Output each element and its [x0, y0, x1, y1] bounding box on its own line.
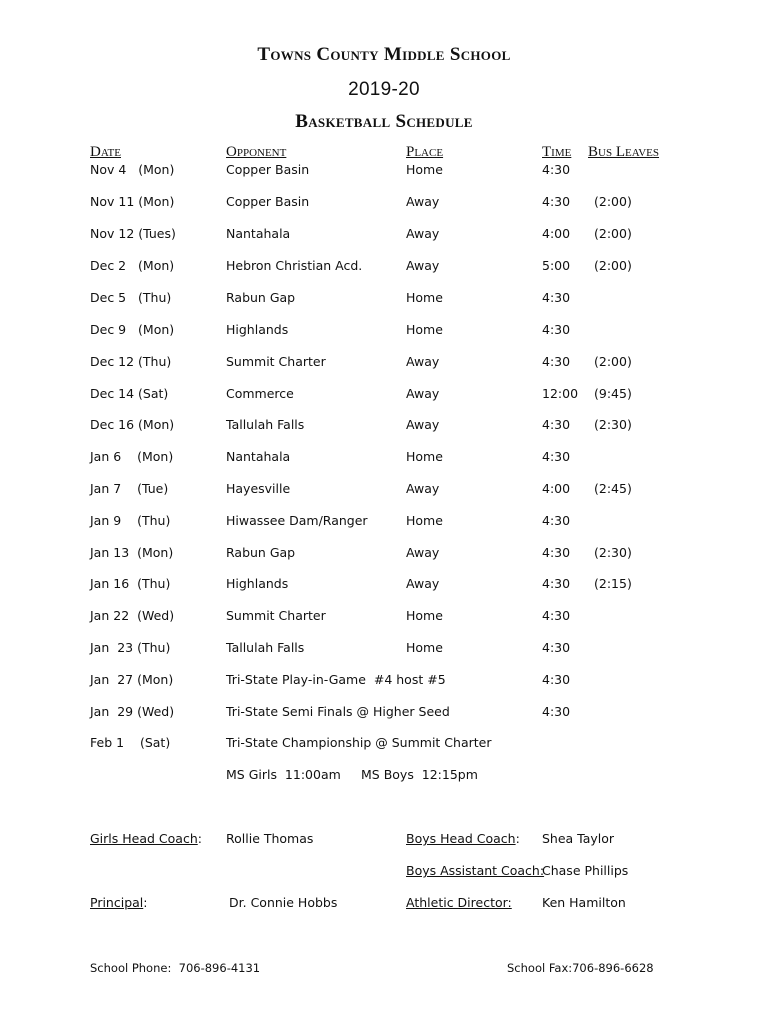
game-date: Jan 22 (Wed): [90, 608, 175, 623]
game-bus-time: (2:30): [594, 545, 632, 560]
game-bus-time: (2:00): [594, 226, 632, 241]
game-date: Jan 23 (Thu): [90, 640, 171, 655]
school-fax: School Fax:706-896-6628: [507, 961, 654, 975]
table-row: [0, 417, 768, 437]
game-time: 4:00: [542, 226, 571, 241]
principal-name: Dr. Connie Hobbs: [229, 895, 338, 910]
girls-championship-time: MS Girls 11:00am: [226, 767, 341, 782]
boys-championship-time: MS Boys 12:15pm: [361, 767, 478, 782]
column-header-opponent: Opponent: [226, 144, 287, 160]
table-row: [0, 481, 768, 501]
game-time: 4:30: [542, 672, 571, 687]
girls-head-coach-name: Rollie Thomas: [226, 831, 314, 846]
table-row: [0, 290, 768, 310]
game-place: Away: [406, 354, 440, 369]
table-row: [0, 386, 768, 406]
game-opponent: Hiwassee Dam/Ranger: [226, 513, 368, 528]
game-place: Home: [406, 162, 443, 177]
column-header-bus-leaves: Bus Leaves: [588, 144, 660, 160]
game-date: Jan 27 (Mon): [90, 672, 174, 687]
school-year: 2019-20: [348, 79, 420, 100]
schedule-title: Basketball Schedule: [295, 111, 473, 132]
game-place: Away: [406, 226, 440, 241]
game-date: Dec 12 (Thu): [90, 354, 172, 369]
game-date: Jan 29 (Wed): [90, 704, 175, 719]
game-bus-time: (9:45): [594, 386, 632, 401]
game-opponent: Hayesville: [226, 481, 291, 496]
game-date: Dec 9 (Mon): [90, 322, 175, 337]
table-row: [0, 608, 768, 628]
game-time: 5:00: [542, 258, 571, 273]
game-time: 4:30: [542, 322, 571, 337]
game-bus-time: (2:45): [594, 481, 632, 496]
game-place: Away: [406, 481, 440, 496]
game-place: Away: [406, 417, 440, 432]
game-time: 4:30: [542, 417, 571, 432]
athletic-director-label: Athletic Director:: [406, 895, 512, 910]
game-opponent: Rabun Gap: [226, 290, 296, 305]
table-row: [0, 449, 768, 469]
game-date: Nov 11 (Mon): [90, 194, 175, 209]
boys-assistant-coach-name: Chase Phillips: [542, 863, 629, 878]
game-bus-time: (2:30): [594, 417, 632, 432]
game-place: Away: [406, 576, 440, 591]
game-time: 4:30: [542, 704, 571, 719]
principal-label: Principal:: [90, 895, 148, 910]
table-row: [0, 640, 768, 660]
game-place: Home: [406, 290, 443, 305]
athletic-director-name: Ken Hamilton: [542, 895, 626, 910]
game-place: Home: [406, 513, 443, 528]
boys-head-coach-name: Shea Taylor: [542, 831, 615, 846]
table-row: [0, 162, 768, 182]
game-time: 4:30: [542, 162, 571, 177]
game-opponent: Nantahala: [226, 226, 291, 241]
game-opponent: Tri-State Championship @ Summit Charter: [226, 735, 492, 750]
game-time: 12:00: [542, 386, 579, 401]
game-opponent: Hebron Christian Acd.: [226, 258, 363, 273]
table-row: [0, 513, 768, 533]
game-opponent: Tallulah Falls: [226, 417, 305, 432]
game-opponent: Summit Charter: [226, 354, 326, 369]
game-opponent: Copper Basin: [226, 162, 310, 177]
table-row: [0, 258, 768, 278]
game-time: 4:30: [542, 449, 571, 464]
table-row: [0, 322, 768, 342]
game-opponent: Highlands: [226, 322, 289, 337]
game-date: Jan 13 (Mon): [90, 545, 174, 560]
game-bus-time: (2:00): [594, 354, 632, 369]
table-row: [0, 672, 768, 692]
column-header-place: Place: [406, 144, 444, 160]
game-opponent: Copper Basin: [226, 194, 310, 209]
game-opponent: Rabun Gap: [226, 545, 296, 560]
game-opponent: Nantahala: [226, 449, 291, 464]
game-time: 4:30: [542, 513, 571, 528]
game-time: 4:30: [542, 608, 571, 623]
table-row: [0, 576, 768, 596]
game-place: Home: [406, 640, 443, 655]
game-date: Dec 5 (Thu): [90, 290, 172, 305]
game-bus-time: (2:00): [594, 194, 632, 209]
table-row: [0, 226, 768, 246]
game-opponent: Highlands: [226, 576, 289, 591]
school-phone: School Phone: 706-896-4131: [90, 961, 261, 975]
table-row: [0, 735, 768, 755]
game-place: Away: [406, 258, 440, 273]
game-time: 4:30: [542, 290, 571, 305]
game-opponent: Tallulah Falls: [226, 640, 305, 655]
game-place: Away: [406, 194, 440, 209]
table-row: [0, 194, 768, 214]
school-name: Towns County Middle School: [257, 44, 511, 65]
game-date: Dec 2 (Mon): [90, 258, 175, 273]
game-date: Nov 12 (Tues): [90, 226, 176, 241]
game-bus-time: (2:15): [594, 576, 632, 591]
game-opponent: Tri-State Semi Finals @ Higher Seed: [226, 704, 450, 719]
game-place: Home: [406, 322, 443, 337]
game-date: Jan 6 (Mon): [90, 449, 174, 464]
game-date: Dec 14 (Sat): [90, 386, 169, 401]
boys-head-coach-label: Boys Head Coach:: [406, 831, 520, 846]
boys-assistant-coach-label: Boys Assistant Coach:: [406, 863, 545, 878]
game-place: Away: [406, 386, 440, 401]
game-bus-time: (2:00): [594, 258, 632, 273]
game-date: Jan 9 (Thu): [90, 513, 171, 528]
game-opponent: Commerce: [226, 386, 294, 401]
game-date: Jan 16 (Thu): [90, 576, 171, 591]
game-time: 4:30: [542, 354, 571, 369]
table-row: [0, 354, 768, 374]
game-time: 4:30: [542, 545, 571, 560]
game-time: 4:30: [542, 194, 571, 209]
game-date: Feb 1 (Sat): [90, 735, 171, 750]
game-opponent: Tri-State Play-in-Game #4 host #5: [226, 672, 446, 687]
game-place: Away: [406, 545, 440, 560]
game-date: Nov 4 (Mon): [90, 162, 175, 177]
game-place: Home: [406, 608, 443, 623]
column-header-time: Time: [542, 144, 572, 160]
game-time: 4:30: [542, 576, 571, 591]
game-time: 4:30: [542, 640, 571, 655]
game-place: Home: [406, 449, 443, 464]
game-date: Dec 16 (Mon): [90, 417, 175, 432]
table-row: [0, 704, 768, 724]
table-row: [0, 545, 768, 565]
game-time: 4:00: [542, 481, 571, 496]
game-date: Jan 7 (Tue): [90, 481, 169, 496]
column-header-date: Date: [90, 144, 121, 160]
girls-head-coach-label: Girls Head Coach:: [90, 831, 202, 846]
game-opponent: Summit Charter: [226, 608, 326, 623]
